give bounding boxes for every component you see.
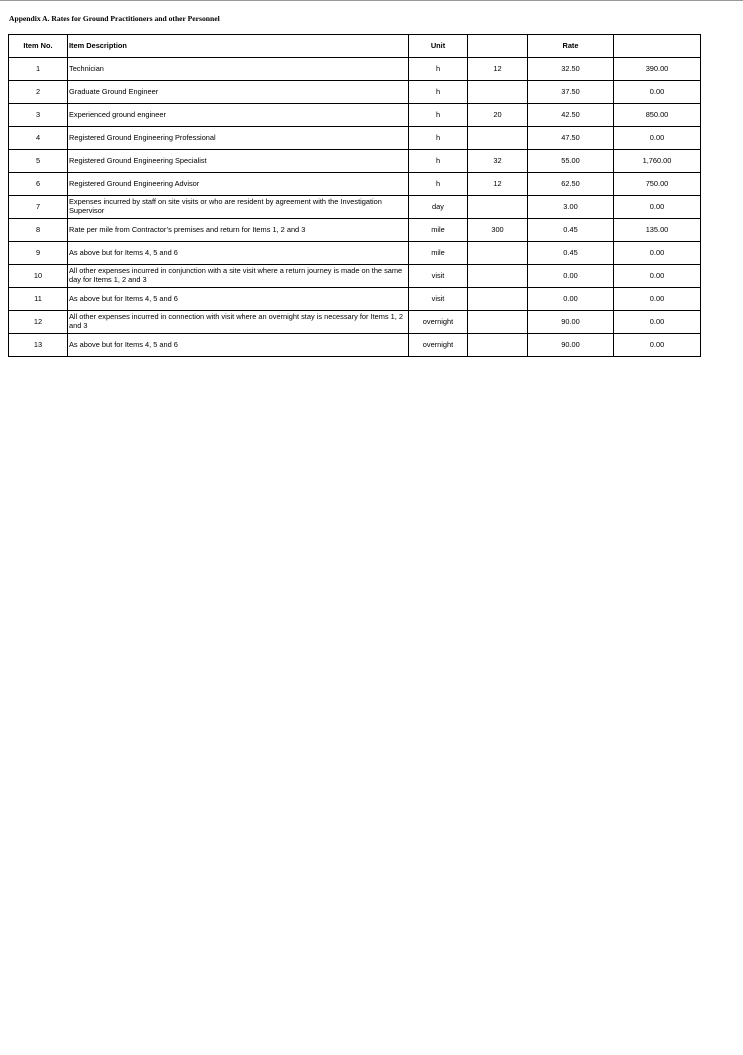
rate-cell: 0.45 [528,242,614,265]
header-row [9,35,701,58]
rate-cell: 90.00 [528,311,614,334]
description-cell: Rate per mile from Contractor’s premises and return for Items 1, 2 and 3 [68,219,409,242]
table-row [9,288,701,311]
table-row [9,173,701,196]
quantity-cell [468,242,528,265]
amount-cell: 135.00 [614,219,701,242]
quantity-cell: 300 [468,219,528,242]
quantity-cell [468,265,528,288]
description-cell: As above but for Items 4, 5 and 6 [68,242,409,265]
unit-cell: mile [409,242,468,265]
item-no-cell: 11 [9,288,68,311]
rate-cell: 55.00 [528,150,614,173]
description-cell: Graduate Ground Engineer [68,81,409,104]
rate-cell: 0.45 [528,219,614,242]
unit-cell: visit [409,265,468,288]
rate-cell: 0.00 [528,265,614,288]
amount-cell: 0.00 [614,242,701,265]
amount-cell: 0.00 [614,265,701,288]
unit-cell: visit [409,288,468,311]
amount-cell: 0.00 [614,334,701,357]
unit-cell: overnight [409,311,468,334]
table-row [9,104,701,127]
header-quantity [468,35,528,58]
table-row [9,311,701,334]
unit-cell: h [409,150,468,173]
rate-cell: 42.50 [528,104,614,127]
item-no-cell: 13 [9,334,68,357]
item-no-cell: 12 [9,311,68,334]
unit-cell: mile [409,219,468,242]
unit-cell: h [409,104,468,127]
description-cell: Registered Ground Engineering Advisor [68,173,409,196]
description-cell: As above but for Items 4, 5 and 6 [68,334,409,357]
rate-cell: 3.00 [528,196,614,219]
amount-cell: 390.00 [614,58,701,81]
amount-cell: 1,760.00 [614,150,701,173]
table-row [9,242,701,265]
quantity-cell [468,311,528,334]
description-cell: Registered Ground Engineering Professional [68,127,409,150]
rate-cell: 37.50 [528,81,614,104]
unit-cell: h [409,58,468,81]
item-no-cell: 2 [9,81,68,104]
table-row [9,219,701,242]
header-amount [614,35,701,58]
quantity-cell [468,127,528,150]
description-cell: All other expenses incurred in conjunction with a site visit where a return journey is made on the same day for Items 1, 2 and 3 [68,265,409,288]
amount-cell: 0.00 [614,311,701,334]
header-unit: Unit [409,35,468,58]
item-no-cell: 9 [9,242,68,265]
unit-cell: h [409,127,468,150]
table-row [9,196,701,219]
rate-cell: 32.50 [528,58,614,81]
unit-cell: h [409,81,468,104]
quantity-cell [468,334,528,357]
item-no-cell: 6 [9,173,68,196]
item-no-cell: 7 [9,196,68,219]
amount-cell: 0.00 [614,81,701,104]
description-cell: As above but for Items 4, 5 and 6 [68,288,409,311]
quantity-cell [468,288,528,311]
item-no-cell: 3 [9,104,68,127]
item-no-cell: 4 [9,127,68,150]
table-row [9,127,701,150]
quantity-cell [468,196,528,219]
quantity-cell: 12 [468,58,528,81]
unit-cell: overnight [409,334,468,357]
description-cell: Technician [68,58,409,81]
table-row [9,150,701,173]
item-no-cell: 10 [9,265,68,288]
quantity-cell [468,81,528,104]
table-body [9,58,701,357]
rate-cell: 0.00 [528,288,614,311]
quantity-cell: 20 [468,104,528,127]
rate-cell: 47.50 [528,127,614,150]
table-row [9,265,701,288]
top-rule [0,0,743,1]
quantity-cell: 32 [468,150,528,173]
description-cell: Experienced ground engineer [68,104,409,127]
item-no-cell: 1 [9,58,68,81]
table-row [9,334,701,357]
quantity-cell: 12 [468,173,528,196]
unit-cell: h [409,173,468,196]
item-no-cell: 8 [9,219,68,242]
unit-cell: day [409,196,468,219]
rate-cell: 62.50 [528,173,614,196]
amount-cell: 0.00 [614,288,701,311]
description-cell: All other expenses incurred in connection with visit where an overnight stay is necessary for Items 1, 2 and 3 [68,311,409,334]
table-row [9,58,701,81]
item-no-cell: 5 [9,150,68,173]
rates-table [8,34,701,357]
amount-cell: 850.00 [614,104,701,127]
header-description: Item Description [68,35,409,58]
amount-cell: 0.00 [614,196,701,219]
header-rate: Rate [528,35,614,58]
amount-cell: 750.00 [614,173,701,196]
description-cell: Expenses incurred by staff on site visits or who are resident by agreement with the Investigation Supervisor [68,196,409,219]
amount-cell: 0.00 [614,127,701,150]
rate-cell: 90.00 [528,334,614,357]
description-cell: Registered Ground Engineering Specialist [68,150,409,173]
page-title: Appendix A. Rates for Ground Practitioners and other Personnel [9,14,220,23]
header-item-no: Item No. [9,35,68,58]
table-row [9,81,701,104]
